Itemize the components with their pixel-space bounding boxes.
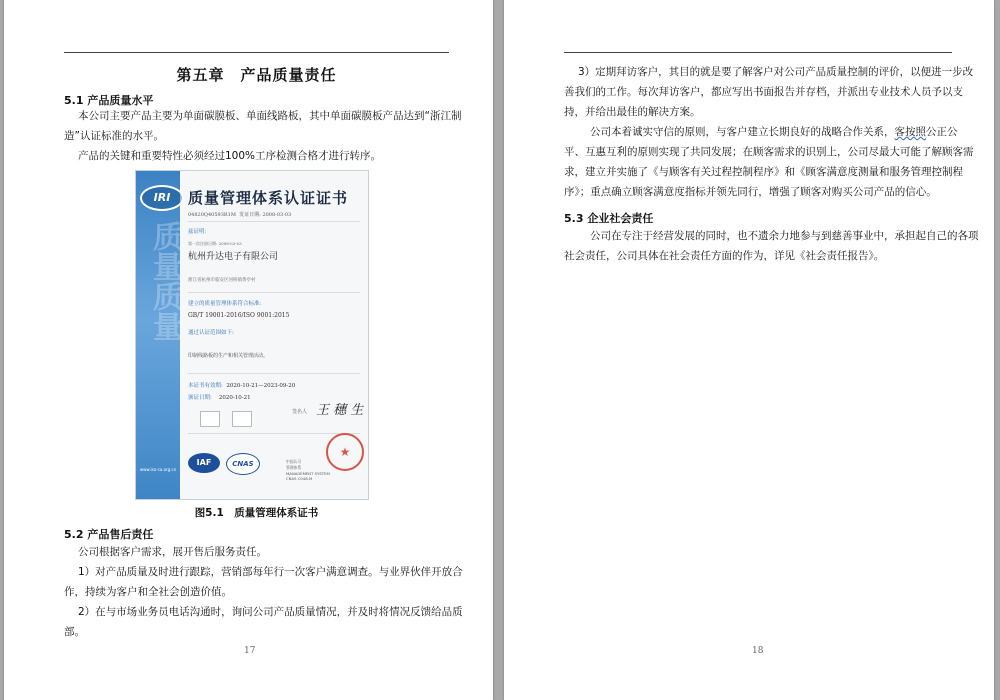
accreditation-text: 中国认可 管理体系 MANAGEMENT SYSTEM CNAS C048-M <box>286 459 330 481</box>
section-5-1-para1-line2: 造”认证标准的水平。 <box>64 130 164 142</box>
page-number: 17 <box>244 646 256 656</box>
section-5-3-para1-line2: 社会责任，公司具体在社会责任方面的作为，详见《社会责任报告》。 <box>564 250 885 262</box>
iaf-logo-icon: IAF <box>188 453 220 473</box>
section-5-2-para3-line1: 2）在与市场业务员电话沟通时，询问公司产品质量情况，并及时将情况反馈给品质 <box>78 606 463 618</box>
standard-label: 建立的质量管理体系符合标准: <box>188 301 262 307</box>
section-5-2-para2-line1: 1）对产品质量及时进行跟踪，营销部每年行一次客户满意调查。与业界伙伴开放合 <box>78 566 463 578</box>
para-integrity-line4: 序》；重点确立顾客满意度指标并领先同行，增强了顾客对购买公司产品的信心。 <box>564 186 937 198</box>
certificate-address: 浙江省杭州市临安区河桥镇黄亭村 <box>188 278 256 283</box>
band-watermark: 质量质量 <box>147 221 182 341</box>
section-5-2-para1: 公司根据客户需求，展开售后服务责任。 <box>78 546 267 558</box>
certificate-title: 质量管理体系认证证书 <box>188 189 349 207</box>
mini-stamp-box <box>232 411 252 427</box>
section-5-3-para1-line1: 公司在专注于经营发展的同时，也不遗余力地参与到慈善事业中，承担起自己的各项 <box>590 230 979 242</box>
certificate-scope: 印制线路板的生产和相关管理活动。 <box>188 353 269 359</box>
divider <box>188 433 360 434</box>
para-integrity-line2: 平、互惠互利的原则实现了共同发展；在顾客需求的识别上，公司尽最大可能了解顾客需 <box>564 146 974 158</box>
figure-caption: 图5.1 质量管理体系证书 <box>194 507 319 519</box>
mini-stamp-box <box>200 411 220 427</box>
first-registration: 第一次注册日期: 2008-03-03 <box>188 241 242 246</box>
page-17 <box>4 0 493 700</box>
certificate-issue-date: 颁证日期: 2020-10-21 <box>188 395 251 401</box>
section-5-2-para2-line2: 作，持续为客户和全社会创造价值。 <box>64 586 232 598</box>
section-5-1-para2: 产品的关键和重要特性必须经过100%工序检测合格才进行转序。 <box>78 150 382 162</box>
certificate-side-band <box>136 171 180 499</box>
certification-body-logo-icon: IRI <box>140 185 184 211</box>
para-integrity-line1: 公司本着诚实守信的原则，与客户建立长期良好的战略合作关系，客按照公正公 <box>590 126 958 138</box>
certificate-number: 04820Q40593R1M 发证日期: 2008-03-03 <box>188 212 292 218</box>
signature-icon: 王 穗 生 <box>316 403 364 418</box>
quality-certificate-image <box>135 170 369 500</box>
para-visit-line2: 善我们的工作。每次拜访客户，都应写出书面报告并存档，并派出专业技术人员予以支 <box>564 86 963 98</box>
red-seal-icon: ★ <box>326 433 364 471</box>
spellcheck-underline: 客按照 <box>894 126 926 138</box>
band-website: www.iso-ca.org.cn <box>139 467 177 472</box>
para-integrity-line3: 求，建立并实施了《与顾客有关过程控制程序》和《顾客满意度测量和服务管理控制程 <box>564 166 963 178</box>
section-5-1-para1-line1: 本公司主要产品主要为单面碳膜板、单面线路板，其中单面碳膜板产品达到“浙江制 <box>78 110 462 122</box>
scope-label: 通过认证范围如下: <box>188 330 234 336</box>
page-number: 18 <box>752 646 764 656</box>
section-5-1-heading: 5.1 产品质量水平 <box>64 94 154 107</box>
header-rule <box>64 52 449 53</box>
section-5-2-para3-line2: 部。 <box>64 626 85 638</box>
divider <box>188 221 360 222</box>
divider <box>188 373 360 374</box>
cnas-logo-icon: CNAS <box>226 453 260 475</box>
divider <box>188 292 360 293</box>
company-label: 兹证明: <box>188 229 207 235</box>
page-18 <box>504 0 994 700</box>
para-visit-line3: 持，并给出最佳的解决方案。 <box>564 106 701 118</box>
para-visit-line1: 3）定期拜访客户，其目的就是要了解客户对公司产品质量控制的评价，以便进一步改 <box>578 66 974 78</box>
chapter-title: 第五章 产品质量责任 <box>176 66 337 84</box>
section-5-2-heading: 5.2 产品售后责任 <box>64 528 154 541</box>
certificate-standard: GB/T 19001-2016/ISO 9001:2015 <box>188 312 290 319</box>
header-rule <box>564 52 952 53</box>
section-5-3-heading: 5.3 企业社会责任 <box>564 212 654 225</box>
certificate-validity: 本证书有效期: 2020-10-21—2023-09-20 <box>188 383 296 389</box>
signer-label: 签名人 <box>292 409 308 415</box>
certificate-company: 杭州升达电子有限公司 <box>188 252 279 262</box>
